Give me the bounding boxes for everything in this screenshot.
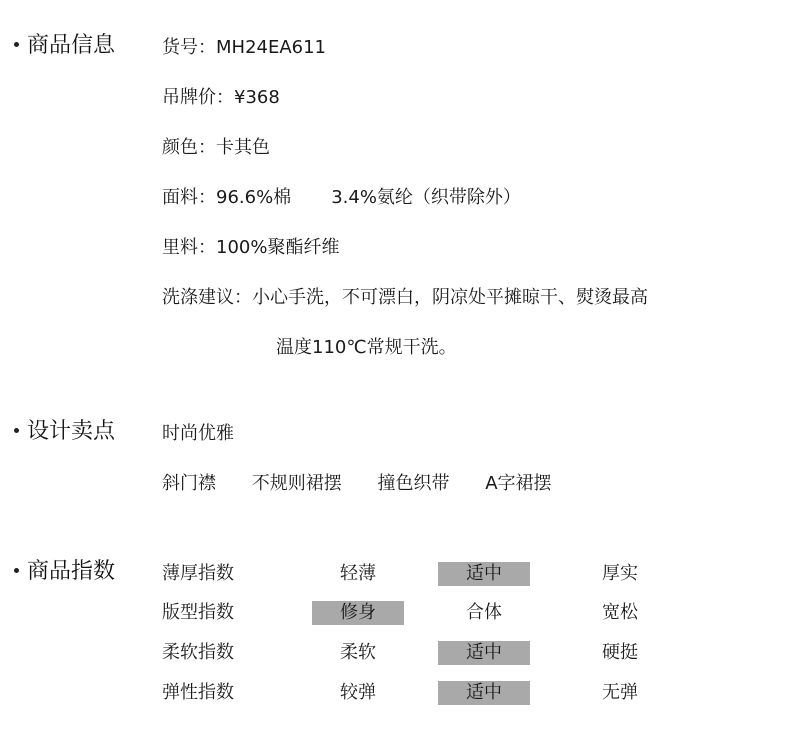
design-summary: 时尚优雅 — [162, 423, 234, 444]
design-tags — [162, 472, 582, 496]
fabric-spandex: 3.4%氨纶（织带除外） — [331, 187, 521, 208]
section-heading-indices — [14, 558, 115, 586]
bullet-icon — [14, 428, 19, 433]
index-row-thickness — [162, 562, 722, 586]
indices-heading: 商品指数 — [27, 559, 116, 584]
design-heading: 设计卖点 — [27, 419, 116, 444]
bullet-icon — [14, 568, 19, 573]
care-instructions: 洗涤建议：小心手洗，不可漂白，阴凉处平摊晾干、熨烫最高 — [162, 287, 648, 308]
index-option: 轻薄 — [340, 563, 376, 584]
index-row-fit — [162, 601, 722, 625]
design-tag: 撞色织带 — [377, 473, 450, 494]
index-option: 厚实 — [602, 563, 638, 584]
fabric-cotton: 面料：96.6%棉 — [162, 187, 292, 208]
design-tag: 斜门襟 — [162, 473, 216, 494]
index-option-selected: 适中 — [438, 562, 530, 586]
section-heading-design — [14, 418, 115, 446]
index-option: 无弹 — [602, 682, 638, 703]
color: 颜色：卡其色 — [162, 137, 270, 158]
index-option: 柔软 — [340, 642, 376, 663]
index-option-selected: 适中 — [438, 641, 530, 665]
index-row-softness — [162, 641, 722, 665]
index-option-selected: 适中 — [438, 681, 530, 705]
lining: 里料：100%聚酯纤维 — [162, 237, 340, 258]
fabric — [162, 186, 521, 210]
product-info-heading: 商品信息 — [27, 33, 116, 58]
index-row-elasticity — [162, 681, 722, 705]
index-label: 柔软指数 — [162, 642, 234, 663]
index-label: 弹性指数 — [162, 682, 234, 703]
index-option: 硬挺 — [602, 642, 638, 663]
design-tag: A字裙摆 — [485, 473, 552, 494]
index-option: 较弹 — [340, 682, 376, 703]
design-tag: 不规则裙摆 — [251, 473, 342, 494]
tag-price: 吊牌价：¥368 — [162, 87, 280, 108]
bullet-icon — [14, 42, 19, 47]
index-label: 薄厚指数 — [162, 563, 234, 584]
index-option: 合体 — [466, 602, 502, 623]
item-number: 货号：MH24EA611 — [162, 37, 327, 58]
section-heading-product-info — [14, 32, 115, 60]
care-instructions-continued: 温度110℃常规干洗。 — [276, 337, 457, 358]
index-label: 版型指数 — [162, 602, 234, 623]
index-option-selected: 修身 — [312, 601, 404, 625]
index-option: 宽松 — [602, 602, 638, 623]
